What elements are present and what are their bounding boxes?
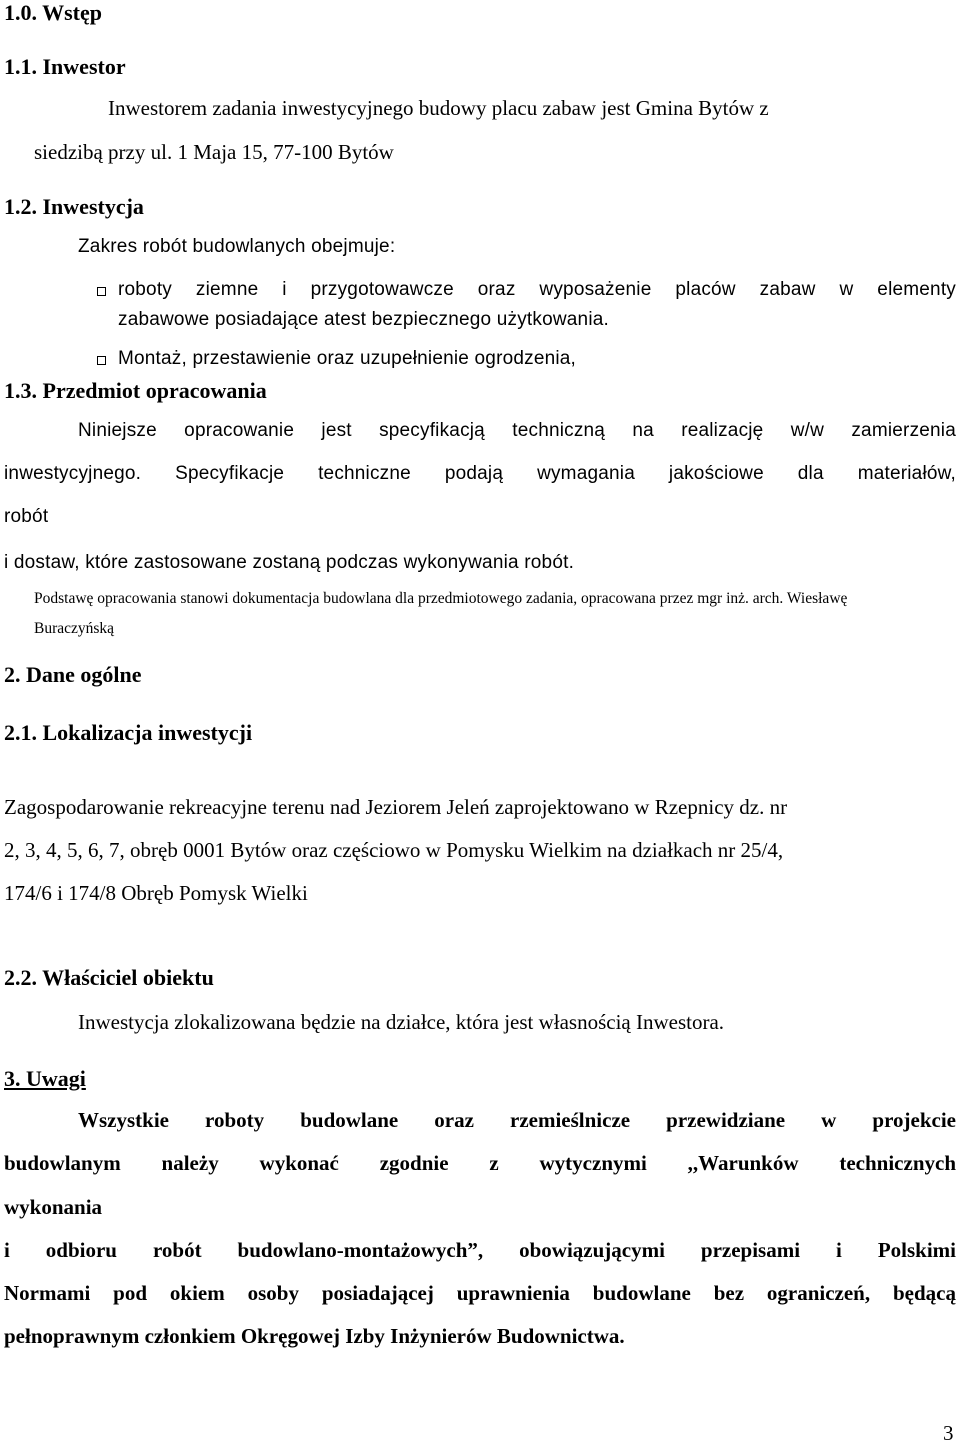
checkbox-bullet-icon xyxy=(97,356,106,365)
przedmiot-line2: inwestycyjnego. Specyfikacje techniczne podają wymagania jakościowe dla materiałów, xyxy=(4,463,956,484)
heading-wlasciciel: 2.2. Właściciel obiektu xyxy=(4,965,214,990)
inwestor-text-line1: Inwestorem zadania inwestycyjnego budowy placu zabaw jest Gmina Bytów z xyxy=(108,96,769,120)
uwagi-line4: i odbioru robót budowlano-montażowych”, obowiązującymi przepisami i Polskimi xyxy=(4,1238,956,1262)
lokalizacja-line1: Zagospodarowanie rekreacyjne terenu nad Jeziorem Jeleń zaprojektowano w Rzepnicy dz. nr xyxy=(4,795,788,819)
heading-inwestor: 1.1. Inwestor xyxy=(4,54,126,79)
zakres-item1-line2: zabawowe posiadające atest bezpiecznego użytkowania. xyxy=(118,309,609,330)
uwagi-line3: wykonania xyxy=(4,1195,103,1219)
uwagi-line5: Normami pod okiem osoby posiadającej uprawnienia budowlane bez ograniczeń, będącą xyxy=(4,1281,956,1305)
heading-przedmiot: 1.3. Przedmiot opracowania xyxy=(4,378,267,403)
heading-lokalizacja: 2.1. Lokalizacja inwestycji xyxy=(4,720,253,745)
uwagi-line1: Wszystkie roboty budowlane oraz rzemieślnicze przewidziane w projekcie xyxy=(78,1108,956,1132)
lokalizacja-line2: 2, 3, 4, 5, 6, 7, obręb 0001 Bytów oraz częściowo w Pomysku Wielkim na działkach nr 25/4, xyxy=(4,838,784,862)
heading-inwestycja: 1.2. Inwestycja xyxy=(4,194,144,219)
uwagi-line2: budowlanym należy wykonać zgodnie z wytycznymi ,,Warunków technicznych xyxy=(4,1151,956,1175)
podstawa-line1: Podstawę opracowania stanowi dokumentacja budowlana dla przedmiotowego zadania, opracowana przez mgr inż. arch. Wiesławę xyxy=(34,590,848,607)
lokalizacja-line3: 174/6 i 174/8 Obręb Pomysk Wielki xyxy=(4,881,308,905)
heading-uwagi: 3. Uwagi xyxy=(4,1066,86,1091)
zakres-item1-line1: roboty ziemne i przygotowawcze oraz wyposażenie placów zabaw w elementy xyxy=(118,279,956,300)
page-number: 3 xyxy=(943,1421,954,1445)
przedmiot-line4: i dostaw, które zastosowane zostaną podczas wykonywania robót. xyxy=(4,552,575,573)
heading-dane-ogolne: 2. Dane ogólne xyxy=(4,662,142,687)
zakres-item2: Montaż, przestawienie oraz uzupełnienie ogrodzenia, xyxy=(118,348,577,369)
inwestor-text-line2: siedzibą przy ul. 1 Maja 15, 77-100 Bytów xyxy=(34,140,394,164)
heading-wstep: 1.0. Wstęp xyxy=(4,0,102,25)
wlasciciel-line1: Inwestycja zlokalizowana będzie na działce, która jest własnością Inwestora. xyxy=(78,1010,725,1034)
checkbox-bullet-icon xyxy=(97,287,106,296)
przedmiot-line3: robót xyxy=(4,506,49,527)
podstawa-line2: Buraczyńską xyxy=(34,620,115,637)
przedmiot-line1: Niniejsze opracowanie jest specyfikacją techniczną na realizację w/w zamierzenia xyxy=(78,420,956,441)
uwagi-line6: pełnoprawnym członkiem Okręgowej Izby Inżynierów Budownictwa. xyxy=(4,1324,625,1348)
zakres-intro: Zakres robót budowlanych obejmuje: xyxy=(78,236,396,257)
